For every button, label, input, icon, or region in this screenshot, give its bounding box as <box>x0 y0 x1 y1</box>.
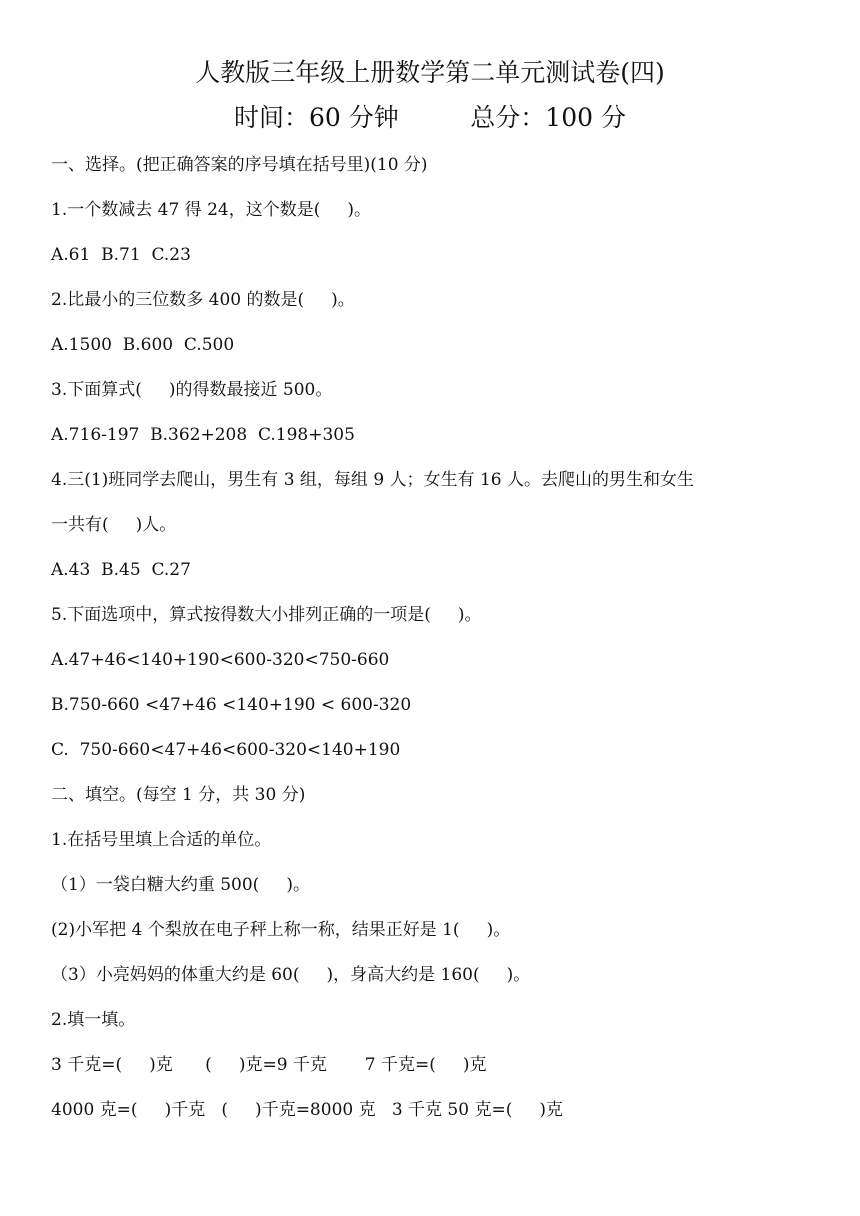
fill-question-1: 1.在括号里填上合适的单位。 <box>51 830 272 850</box>
conversion-row-2: 4000 克=( )千克 ( )千克=8000 克 3 千克 50 克=( )克 <box>51 1100 563 1120</box>
question-4-line-2: 一共有( )人。 <box>51 515 177 535</box>
question-1-options: A.61 B.71 C.23 <box>51 245 191 265</box>
exam-time-and-score: 时间：60 分钟 总分：100 分 <box>234 103 626 132</box>
question-4-line-1: 4.三(1)班同学去爬山，男生有 3 组，每组 9 人；女生有 16 人。去爬山的男生和女生 <box>51 470 694 490</box>
question-5-option-c: C. 750-660<47+46<600-320<140+190 <box>51 740 401 760</box>
section-one-heading: 一、选择。(把正确答案的序号填在括号里)(10 分) <box>51 155 428 175</box>
fill-question-1-part-3: （3）小亮妈妈的体重大约是 60( )，身高大约是 160( )。 <box>51 965 531 985</box>
page-title: 人教版三年级上册数学第二单元测试卷(四) <box>195 58 665 87</box>
question-3: 3.下面算式( )的得数最接近 500。 <box>51 380 333 400</box>
question-5-option-b: B.750-660 <47+46 <140+190 < 600-320 <box>51 695 412 715</box>
question-5: 5.下面选项中，算式按得数大小排列正确的一项是( )。 <box>51 605 482 625</box>
question-1: 1.一个数减去 47 得 24，这个数是( )。 <box>51 200 371 220</box>
question-4-options: A.43 B.45 C.27 <box>51 560 191 580</box>
fill-question-1-part-1: （1）一袋白糖大约重 500( )。 <box>51 875 310 895</box>
question-2-options: A.1500 B.600 C.500 <box>51 335 235 355</box>
conversion-row-1: 3 千克=( )克 ( )克=9 千克 7 千克=( )克 <box>51 1055 487 1075</box>
question-2: 2.比最小的三位数多 400 的数是( )。 <box>51 290 355 310</box>
fill-question-2: 2.填一填。 <box>51 1010 136 1030</box>
fill-question-1-part-2: (2)小军把 4 个梨放在电子秤上称一称，结果正好是 1( )。 <box>51 920 511 940</box>
section-two-heading: 二、填空。(每空 1 分，共 30 分) <box>51 785 306 805</box>
question-3-options: A.716-197 B.362+208 C.198+305 <box>51 425 355 445</box>
question-5-option-a: A.47+46<140+190<600-320<750-660 <box>51 650 390 670</box>
